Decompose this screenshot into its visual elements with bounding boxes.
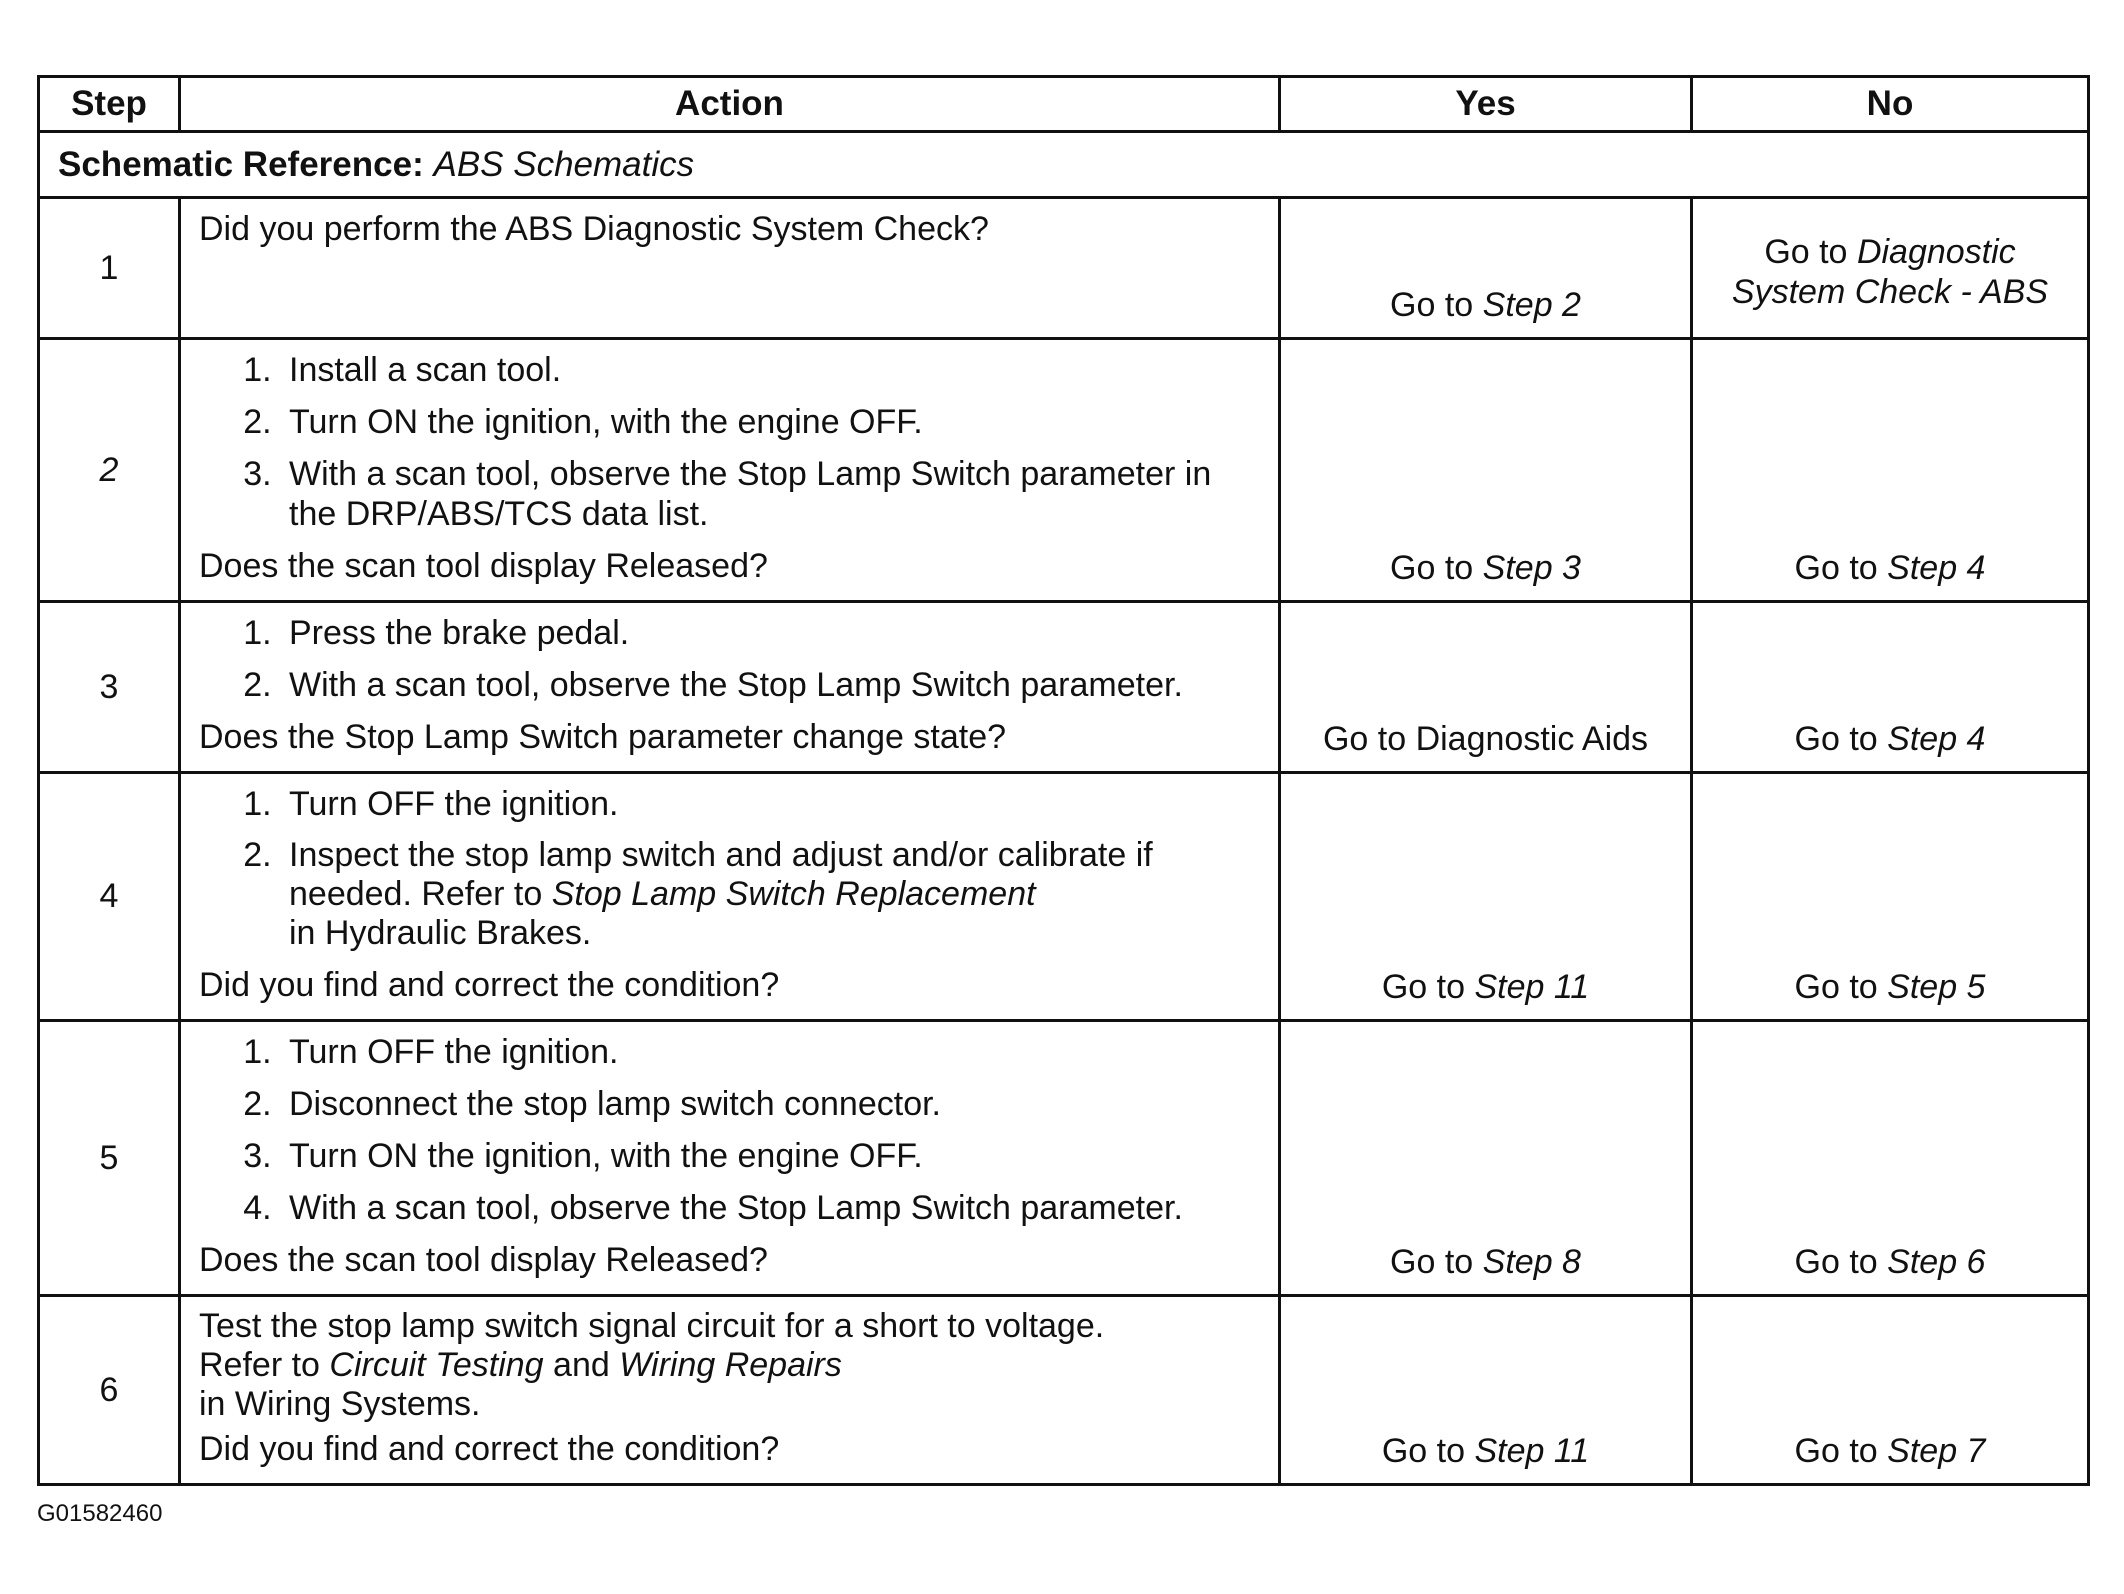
action-list xyxy=(199,1032,1258,1228)
table-row xyxy=(39,1296,2089,1485)
action-text: in Wiring Systems. xyxy=(199,1385,481,1423)
goto-label: Go to xyxy=(1390,286,1474,324)
no-cell[interactable] xyxy=(1692,1021,2089,1296)
goto-label: Go to xyxy=(1794,549,1878,587)
action-cell xyxy=(180,1296,1280,1485)
goto-label: Go to xyxy=(1390,1243,1474,1281)
header-no: No xyxy=(1692,77,2089,132)
action-item: 1. Install a scan tool. xyxy=(281,350,1258,390)
action-item: 2. With a scan tool, observe the Stop Lamp Switch parameter. xyxy=(281,665,1258,705)
header-yes: Yes xyxy=(1280,77,1692,132)
action-item: 1. Press the brake pedal. xyxy=(281,613,1258,653)
figure-code: G01582460 xyxy=(37,1500,163,1527)
action-question: Did you find and correct the condition? xyxy=(199,1430,780,1468)
action-question: Did you perform the ABS Diagnostic System Check? xyxy=(199,210,989,248)
circuit-testing-link[interactable]: Circuit Testing xyxy=(329,1346,544,1384)
step-number: 5 xyxy=(39,1021,180,1296)
action-cell xyxy=(180,198,1280,339)
no-cell[interactable] xyxy=(1692,339,2089,602)
action-item-tail: in Hydraulic Brakes. xyxy=(289,914,592,952)
goto-label: Go to xyxy=(1390,549,1474,587)
yes-cell[interactable] xyxy=(1280,1296,1692,1485)
step-number: 1 xyxy=(39,198,180,339)
action-item: 2. Turn ON the ignition, with the engine OFF. xyxy=(281,402,1258,442)
action-text: Test the stop lamp switch signal circuit for a short to voltage. xyxy=(199,1307,1105,1345)
no-step-link[interactable]: Step 4 xyxy=(1887,549,1986,587)
action-question: Does the scan tool display Released? xyxy=(199,1241,768,1279)
action-cell xyxy=(180,1021,1280,1296)
action-item: 1. Turn OFF the ignition. xyxy=(281,1032,1258,1072)
action-cell xyxy=(180,773,1280,1021)
table-row xyxy=(39,1021,2089,1296)
action-question: Did you find and correct the condition? xyxy=(199,966,780,1004)
yes-step-link[interactable]: Step 2 xyxy=(1482,286,1581,324)
no-step-link[interactable]: Step 5 xyxy=(1887,968,1986,1006)
table-row xyxy=(39,773,2089,1021)
goto-label: Go to xyxy=(1794,1432,1878,1470)
wiring-repairs-link[interactable]: Wiring Repairs xyxy=(619,1346,842,1384)
table-header-row xyxy=(39,77,2089,132)
yes-step-link[interactable]: Step 11 xyxy=(1474,968,1590,1006)
no-step-link[interactable]: Step 6 xyxy=(1887,1243,1986,1281)
goto-label: Go to xyxy=(1794,720,1878,758)
no-step-link[interactable]: Step 4 xyxy=(1887,720,1986,758)
goto-label: Go to xyxy=(1794,1243,1878,1281)
yes-diagnostic-aids-link[interactable]: Go to Diagnostic Aids xyxy=(1322,720,1649,758)
action-item: 3. With a scan tool, observe the Stop Lamp Switch parameter in the DRP/ABS/TCS data list. xyxy=(281,454,1258,534)
and-label: and xyxy=(553,1346,610,1384)
yes-cell[interactable] xyxy=(1280,339,1692,602)
no-step-link-line2[interactable]: System Check - ABS xyxy=(1731,273,2049,311)
action-question: Does the Stop Lamp Switch parameter change state? xyxy=(199,718,1007,756)
schematic-reference-label: Schematic Reference: xyxy=(58,144,424,184)
no-cell[interactable] xyxy=(1692,198,2089,339)
step-number: 2 xyxy=(39,339,180,602)
no-cell[interactable] xyxy=(1692,602,2089,773)
action-item: 3. Turn ON the ignition, with the engine OFF. xyxy=(281,1136,1258,1176)
goto-label: Go to xyxy=(1381,968,1466,1006)
action-item xyxy=(281,836,1258,953)
goto-label: Go to xyxy=(1381,1432,1466,1470)
step-number: 4 xyxy=(39,773,180,1021)
yes-step-link[interactable]: Step 11 xyxy=(1474,1432,1590,1470)
stop-lamp-switch-replacement-link[interactable]: Stop Lamp Switch Replacement xyxy=(551,875,1036,913)
action-list xyxy=(199,784,1258,953)
yes-cell[interactable] xyxy=(1280,1021,1692,1296)
action-item-text: Inspect the stop lamp switch and adjust and/or calibrate if needed. Refer to xyxy=(289,836,1153,913)
header-action: Action xyxy=(180,77,1280,132)
yes-cell[interactable] xyxy=(1280,773,1692,1021)
action-item: 1. Turn OFF the ignition. xyxy=(281,784,1258,824)
header-step: Step xyxy=(39,77,180,132)
yes-cell[interactable] xyxy=(1280,602,1692,773)
goto-label: Go to xyxy=(1794,968,1878,1006)
action-list xyxy=(199,350,1258,534)
action-list xyxy=(199,613,1258,705)
no-cell[interactable] xyxy=(1692,773,2089,1021)
no-cell[interactable] xyxy=(1692,1296,2089,1485)
schematic-reference-link[interactable]: ABS Schematics xyxy=(433,144,695,184)
step-number: 6 xyxy=(39,1296,180,1485)
yes-cell[interactable] xyxy=(1280,198,1692,339)
table-row xyxy=(39,602,2089,773)
no-step-link[interactable]: Diagnostic xyxy=(1856,233,2016,271)
action-question: Does the scan tool display Released? xyxy=(199,547,768,585)
action-item: 2. Disconnect the stop lamp switch connector. xyxy=(281,1084,1258,1124)
refer-label: Refer to xyxy=(199,1346,320,1384)
action-cell xyxy=(180,602,1280,773)
action-refer xyxy=(199,1346,1258,1385)
step-number: 3 xyxy=(39,602,180,773)
schematic-reference xyxy=(39,132,2089,198)
diagnostic-table xyxy=(37,75,2090,1486)
schematic-reference-row xyxy=(39,132,2089,198)
action-item: 4. With a scan tool, observe the Stop Lamp Switch parameter. xyxy=(281,1188,1258,1228)
table-row xyxy=(39,198,2089,339)
goto-label: Go to xyxy=(1764,233,1848,271)
yes-step-link[interactable]: Step 3 xyxy=(1482,549,1581,587)
no-step-link[interactable]: Step 7 xyxy=(1887,1432,1986,1470)
action-cell xyxy=(180,339,1280,602)
table-row xyxy=(39,339,2089,602)
yes-step-link[interactable]: Step 8 xyxy=(1482,1243,1581,1281)
